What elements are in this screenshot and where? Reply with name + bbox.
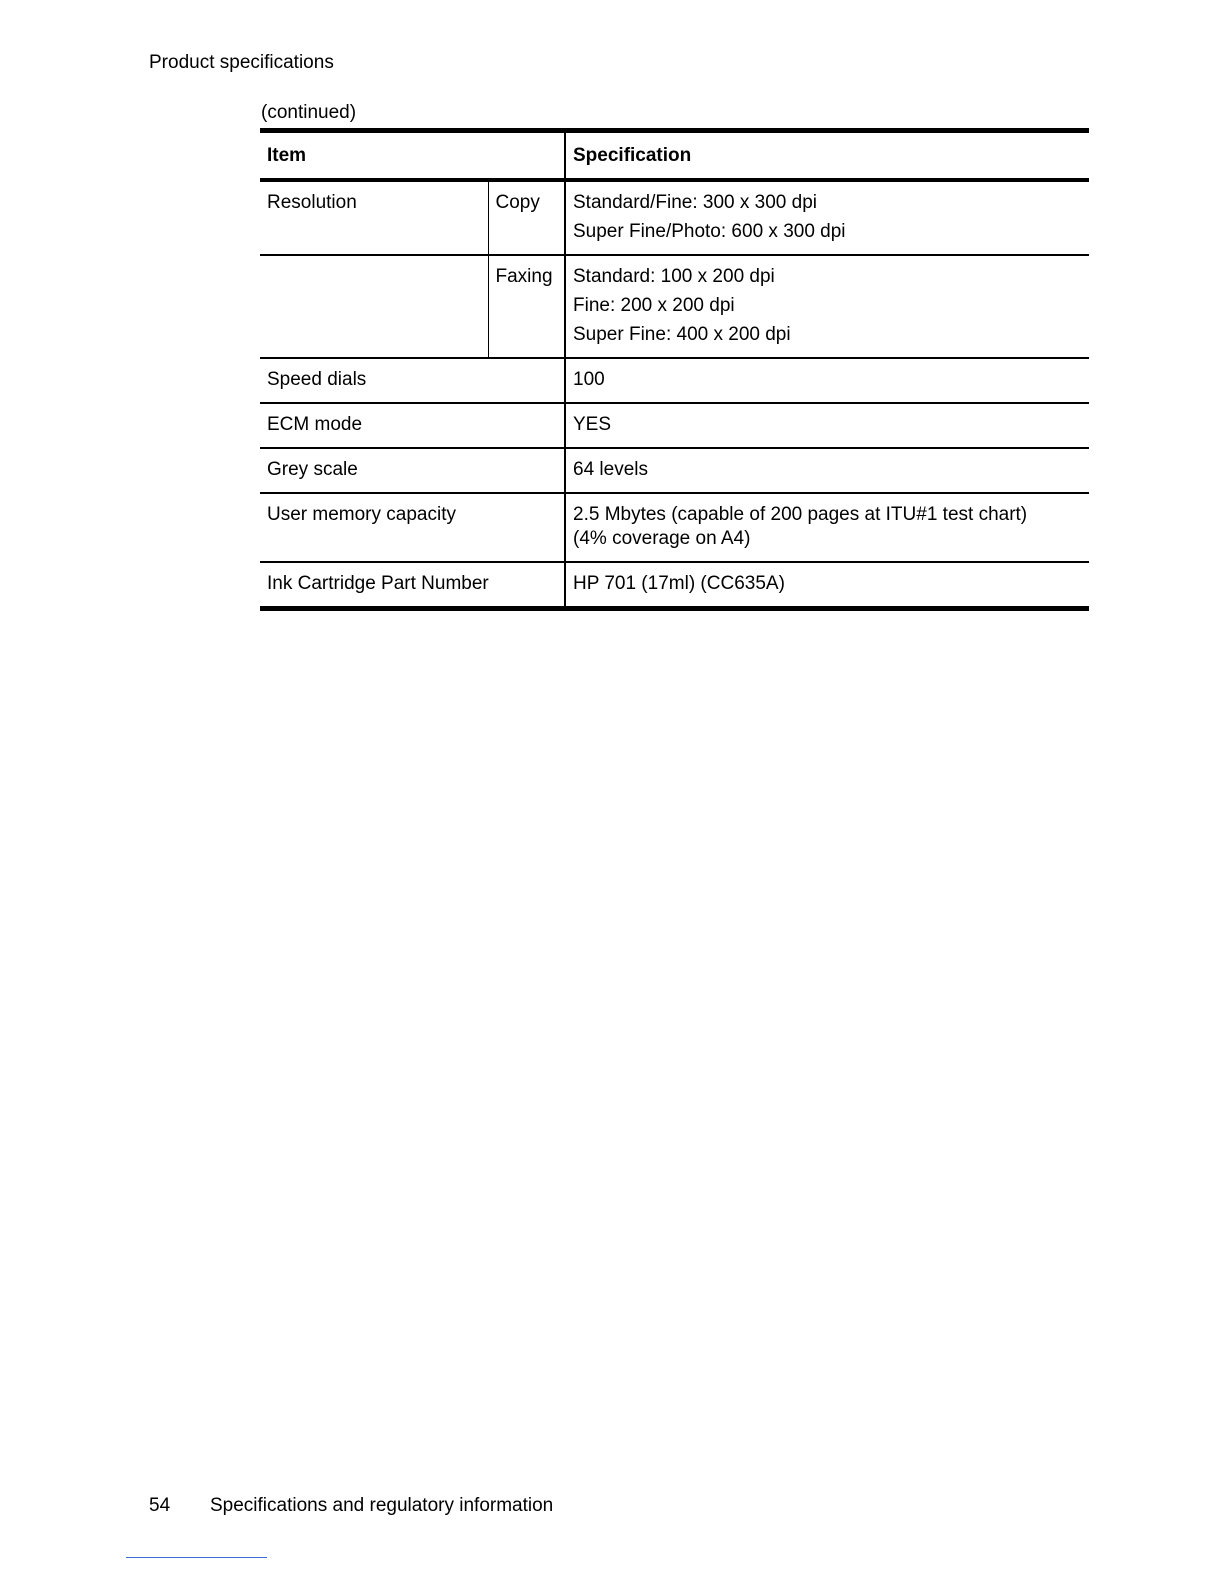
row-spec-value: 64 levels	[565, 448, 1089, 493]
spec-line: Super Fine: 400 x 200 dpi	[573, 324, 791, 345]
row-spec-value: 100	[565, 358, 1089, 403]
row-item-label: Grey scale	[260, 448, 565, 493]
spec-line: Standard/Fine: 300 x 300 dpi	[573, 192, 818, 213]
table-row	[260, 180, 1089, 255]
column-header-item: Item	[260, 131, 565, 181]
table-header-row	[260, 131, 1089, 181]
row-spec-value	[565, 493, 1089, 562]
table-row	[260, 493, 1089, 562]
spec-line: Standard: 100 x 200 dpi	[573, 266, 775, 287]
running-header: Product specifications	[149, 52, 334, 73]
row-spec-value: YES	[565, 403, 1089, 448]
table-continued-caption: (continued)	[261, 102, 357, 123]
row-item-label: Ink Cartridge Part Number	[260, 562, 565, 609]
spec-line: Fine: 200 x 200 dpi	[573, 295, 735, 316]
spec-line: (4% coverage on A4)	[573, 528, 751, 549]
column-header-specification: Specification	[565, 131, 1089, 181]
table-row	[260, 448, 1089, 493]
row-sub-label: Faxing	[488, 255, 565, 358]
row-spec-value	[565, 255, 1089, 358]
spec-line: 2.5 Mbytes (capable of 200 pages at ITU#1 test chart)	[573, 504, 1028, 525]
chapter-title: Specifications and regulatory information	[210, 1495, 554, 1516]
row-item-label: Speed dials	[260, 358, 565, 403]
row-spec-value: HP 701 (17ml) (CC635A)	[565, 562, 1089, 609]
row-item-label: User memory capacity	[260, 493, 565, 562]
page-footer	[149, 1495, 553, 1517]
row-sub-label: Copy	[488, 180, 565, 255]
spec-line: Super Fine/Photo: 600 x 300 dpi	[573, 221, 846, 242]
table-row	[260, 403, 1089, 448]
specifications-table	[260, 128, 1089, 611]
row-item-label: Resolution	[260, 180, 488, 255]
row-item-label	[260, 255, 488, 358]
row-spec-value	[565, 180, 1089, 255]
table-row	[260, 358, 1089, 403]
table-row	[260, 562, 1089, 609]
table-row	[260, 255, 1089, 358]
footer-rule	[126, 1557, 267, 1558]
page-number: 54	[149, 1495, 171, 1516]
row-item-label: ECM mode	[260, 403, 565, 448]
